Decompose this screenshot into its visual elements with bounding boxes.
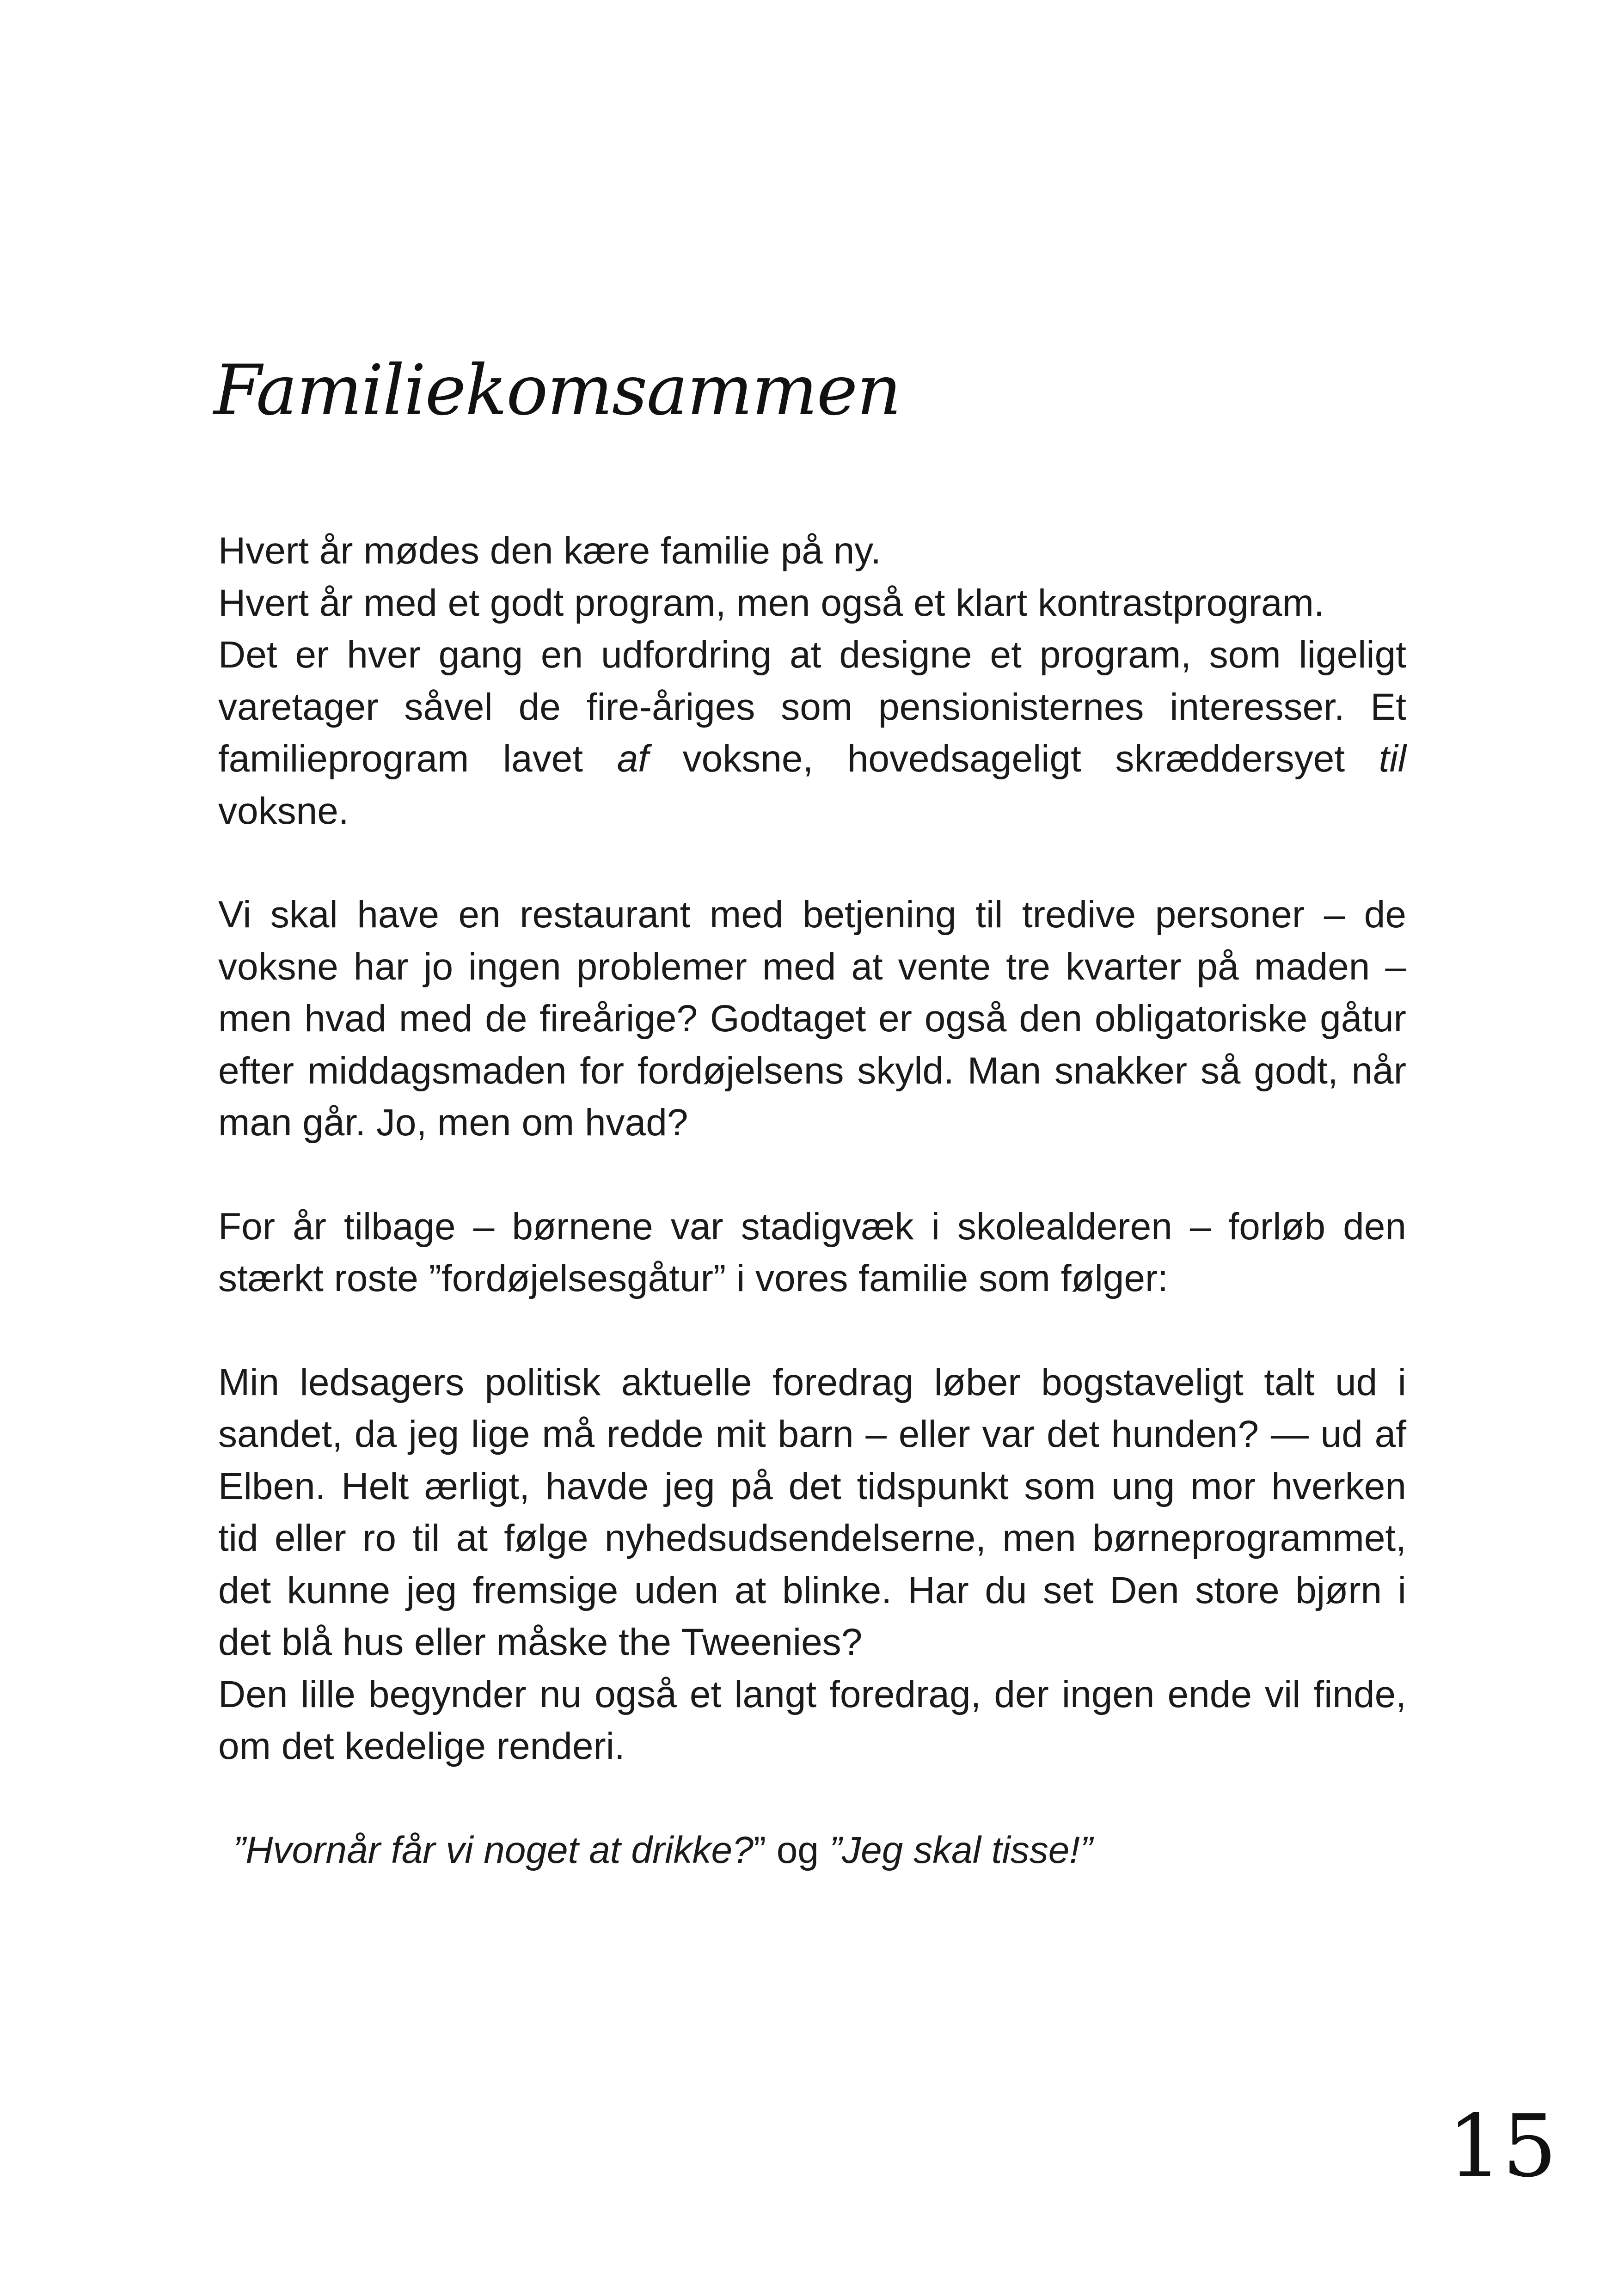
text-line: [233, 1825, 1406, 1877]
emphasis-text: af: [617, 738, 649, 780]
text-line: om det kedelige renderi.: [218, 1725, 625, 1767]
text-line: men hvad med de fireårige? Godtaget er også den obligatoriske gåtur: [218, 998, 1406, 1040]
text-line: voksne har jo ingen problemer med at vente tre kvarter på maden –: [218, 945, 1406, 988]
text-line: For år tilbage – børnene var stadigvæk i skolealderen – forløb den: [218, 1205, 1406, 1248]
text-line: tid eller ro til at følge nyhedsudsendelserne, men børneprogrammet,: [218, 1517, 1406, 1559]
text-segment: voksne, hovedsageligt skræddersyet: [649, 738, 1379, 780]
text-line: [218, 733, 1406, 785]
text-line: Hvert år med et godt program, men også et klart kontrastprogram.: [218, 582, 1324, 624]
quote-text: ”Jeg skal tisse!”: [829, 1829, 1093, 1871]
text-line: det blå hus eller måske the Tweenies?: [218, 1621, 863, 1663]
text-segment: ” og: [753, 1829, 829, 1871]
paragraph-3: [218, 1201, 1406, 1305]
body-text: [218, 525, 1406, 1928]
text-line: man går. Jo, men om hvad?: [218, 1102, 688, 1144]
text-line: Den lille begynder nu også et langt foredrag, der ingen ende vil finde,: [218, 1673, 1406, 1715]
emphasis-text: til: [1379, 738, 1406, 780]
quote-text: ”Hvornår får vi noget at drikke?: [233, 1829, 754, 1871]
text-line: Min ledsagers politisk aktuelle foredrag løber bogstaveligt talt ud i: [218, 1361, 1406, 1403]
text-line: det kunne jeg fremsige uden at blinke. Har du set Den store bjørn i: [218, 1569, 1406, 1611]
text-line: sandet, da jeg lige må redde mit barn – eller var det hunden? — ud af: [218, 1413, 1406, 1455]
text-line: Det er hver gang en udfordring at designe et program, som ligeligt: [218, 634, 1406, 676]
text-line: Vi skal have en restaurant med betjening til tredive personer – de: [218, 894, 1406, 936]
text-line: Elben. Helt ærligt, havde jeg på det tidspunkt som ung mor hverken: [218, 1465, 1406, 1507]
text-line: voksne.: [218, 790, 349, 832]
text-line: Hvert år mødes den kære familie på ny.: [218, 530, 881, 572]
paragraph-4: [218, 1357, 1406, 1773]
paragraph-2: [218, 889, 1406, 1149]
text-line: efter middagsmaden for fordøjelsens skyld. Man snakker så godt, når: [218, 1049, 1406, 1092]
text-line: stærkt roste ”fordøjelsesgåtur” i vores familie som følger:: [218, 1257, 1169, 1299]
chapter-title: Familiekomsammen: [214, 350, 901, 431]
text-segment: familieprogram lavet: [218, 738, 617, 780]
text-line: varetager såvel de fire-åriges som pensionisternes interesser. Et: [218, 686, 1406, 728]
closing-quote: [218, 1825, 1406, 1877]
paragraph-1: [218, 525, 1406, 837]
page-number: 15: [1447, 2096, 1557, 2196]
